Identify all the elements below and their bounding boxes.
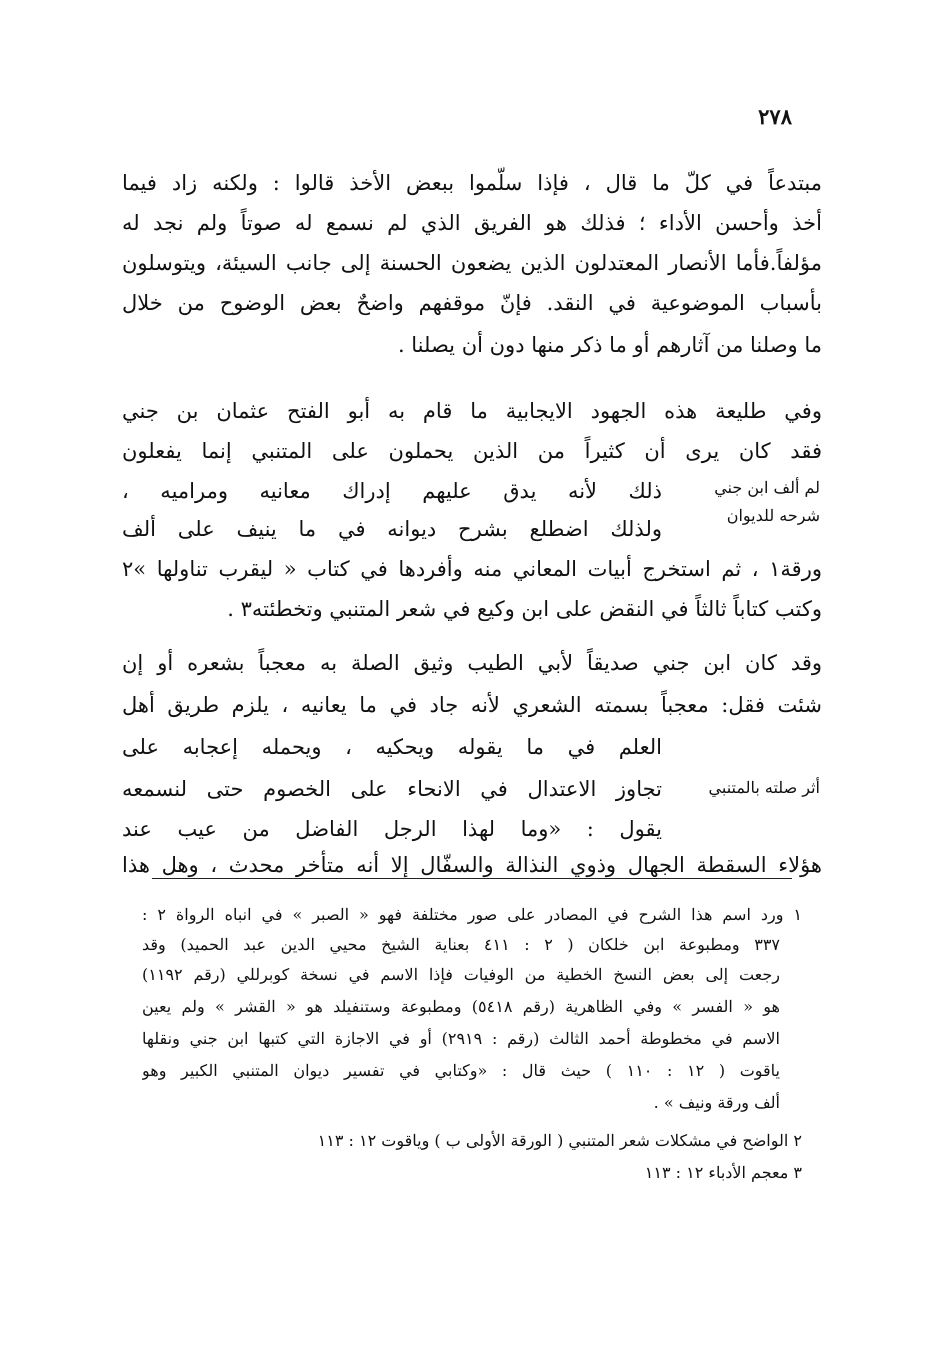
text-line: شئت فقل: معجباً بسمته الشعري لأنه جاد في ما يعانيه ، يلزم طريق أهل: [122, 693, 822, 717]
margin-note: لم ألف ابن جني: [714, 478, 820, 497]
footnote-divider: [152, 878, 792, 879]
footnote-line: ألف ورقة ونيف » .: [653, 1093, 780, 1112]
footnote-line: هو « الفسر » وفي الظاهرية (رقم ٥٤١٨) ومطبوعة وستنفيلد هو « القشر » ولم يعين: [142, 997, 780, 1016]
text-line: العلم في ما يقوله ويحكيه ، ويحمله إعجابه على: [122, 735, 662, 759]
text-line: ذلك لأنه يدق عليهم إدراك معانيه ومراميه ،: [122, 479, 662, 503]
text-line: يقول : «وما لهذا الرجل الفاضل من عيب عند: [122, 817, 662, 841]
text-line: وقد كان ابن جني صديقاً لأبي الطيب وثيق الصلة به معجباً بشعره أو إن: [122, 651, 822, 675]
footnote-line: ٣٣٧ ومطبوعة ابن خلكان ( ٢ : ٤١١ بعناية الشيخ محيي الدين عبد الحميد) وقد: [142, 935, 780, 954]
footnote-line: الاسم في مخطوطة أحمد الثالث (رقم : ٢٩١٩) أو في الاجازة التي كتبها ابن جني ونقلها: [142, 1029, 780, 1048]
text-line: هؤلاء السقطة الجهال وذوي النذالة والسفّال إلا أنه متأخر محدث ، وهل هذا: [122, 853, 822, 877]
text-line: وفي طليعة هذه الجهود الايجابية ما قام به أبو الفتح عثمان بن جني: [122, 399, 822, 423]
text-line: وكتب كتاباً ثالثاً في النقض على ابن وكيع في شعر المتنبي وتخطئته٣ .: [227, 597, 822, 621]
margin-note: شرحه للديوان: [726, 506, 820, 525]
text-line: ما وصلنا من آثارهم أو ما ذكر منها دون أن يصلنا .: [397, 333, 822, 357]
text-line: تجاوز الاعتدال في الانحاء على الخصوم حتى لنسمعه: [122, 777, 662, 801]
text-line: ولذلك اضطلع بشرح ديوانه في ما ينيف على ألف: [122, 517, 662, 541]
footnote-line: رجعت إلى بعض النسخ الخطية من الوفيات فإذا الاسم في نسخة كوبرللي (رقم ١١٩٢): [142, 965, 780, 984]
footnote-line: ٢ الواضح في مشكلات شعر المتنبي ( الورقة الأولى ب ) وياقوت ١٢ : ١١٣: [317, 1131, 802, 1150]
text-line: مؤلفاً.فأما الأنصار المعتدلون الذين يضعون الحسنة إلى جانب السيئة، ويتوسلون: [122, 251, 822, 275]
footnote-line: ١ ورد اسم هذا الشرح في المصادر على صور مختلفة فهو « الصبر » في انباه الرواة ٢ :: [142, 905, 802, 924]
footnote-line: ياقوت ( ١٢ : ١١٠ ) حيث قال : «وكتابي في تفسير ديوان المتنبي الكبير وهو: [142, 1061, 780, 1080]
text-line: ورقة١ ، ثم استخرج أبيات المعاني منه وأفردها في كتاب « ليقرب تناولها »٢: [122, 557, 822, 581]
text-line: أخذ وأحسن الأداء ؛ فذلك هو الفريق الذي لم نسمع له صوتاً ولم نجد له: [122, 211, 822, 235]
page-number: ٢٧٨: [758, 104, 792, 129]
text-line: بأسباب الموضوعية في النقد. فإنّ موقفهم واضحٌ بعض الوضوح من خلال: [122, 291, 822, 315]
text-line: فقد كان يرى أن كثيراً من الذين يحملون على المتنبي إنما يفعلون: [122, 439, 822, 463]
text-line: مبتدعاً في كلّ ما قال ، فإذا سلّموا ببعض الأخذ قالوا : ولكنه زاد فيما: [122, 171, 822, 195]
footnote-line: ٣ معجم الأدباء ١٢ : ١١٣: [644, 1163, 802, 1182]
margin-note: أثر صلته بالمتنبي: [708, 778, 820, 797]
